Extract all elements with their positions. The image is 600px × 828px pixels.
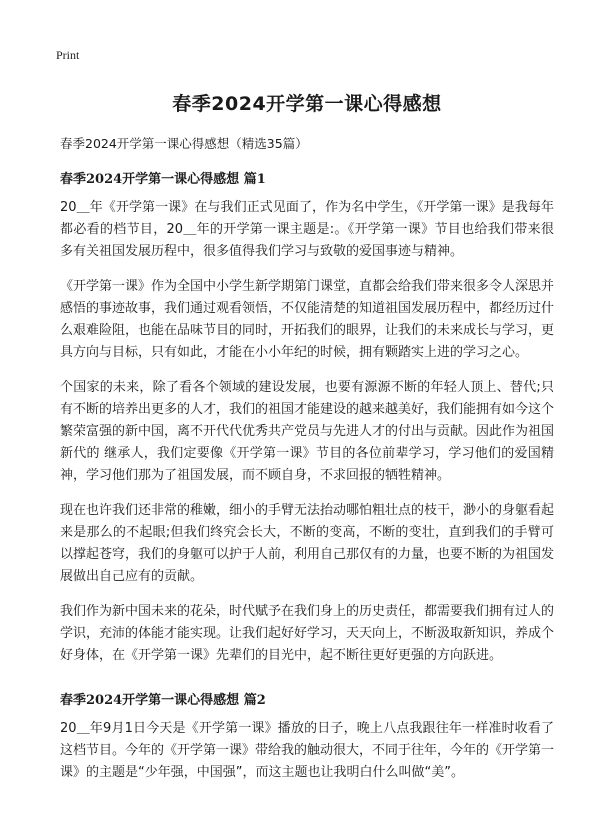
section-heading-2: 春季2024开学第一课心得感想 篇2 — [60, 693, 266, 708]
paragraph: 个国家的未来，除了看各个领域的建设发展，也要有源源不断的年轻人顶上、替代;只有不断的培养出更多的人才，我们的祖国才能建设的越来越美好，我们能拥有如今这个繁荣富强的新中国，离不开代代优秀共产党员与先进人才的付出与贡献。因此作为祖国新代的 继承人，我们定要像《开学第一课》节目的各位前辈学习，学习他们的爱国精神，学习他们那为了祖国发展，而不顾自身，不求回报的牺牲精神。 — [60, 380, 555, 483]
paragraph: 20＿年9月1日今天是《开学第一课》播放的日子，晚上八点我跟往年一样准时收看了这档节目。今年的《开学第一课》带给我的触动很大，不同于往年，今年的《开学第一课》的主题是“少年强，中国强”，而这主题也让我明白什么叫做“美”。 — [60, 721, 555, 780]
paragraph: 我们作为新中国未来的花朵，时代赋予在我们身上的历史责任，都需要我们拥有过人的学识，充沛的体能才能实现。让我们起好好学习，天天向上，不断汲取新知识，养成个好身体，在《开学第一课》先辈们的目光中，起不断往更好更强的方向跃进。 — [60, 604, 555, 663]
document-subtitle: 春季2024开学第一课心得感想（精选35篇） — [60, 136, 308, 151]
print-link[interactable]: Print — [56, 48, 80, 62]
page-title: 春季2024开学第一课心得感想 — [172, 93, 442, 115]
paragraph: 20＿年《开学第一课》在与我们正式见面了，作为名中学生，《开学第一课》是我每年都必看的档节目，20＿年的开学第一课主题是:。《开学第一课》节目也给我们带来很多有关祖国发展历程中，很多值得我们学习与致敬的爱国事迹与精神。 — [60, 200, 554, 259]
section-heading-1: 春季2024开学第一课心得感想 篇1 — [60, 172, 266, 187]
paragraph: 现在也许我们还非常的稚嫩，细小的手臂无法抬动哪怕粗壮点的枝干，渺小的身躯看起来是那么的不起眼;但我们终究会长大，不断的变高，不断的变壮，直到我们的手臂可以撑起苍穹，我们的身躯可以护于人前，利用自己那仅有的力量，也要不断的为祖国发展做出自己应有的贡献。 — [60, 503, 555, 584]
paragraph: 《开学第一课》作为全国中小学生新学期第门课堂，直都会给我们带来很多令人深思并感悟的事迹故事，我们通过观看领悟，不仅能清楚的知道祖国发展历程中，都经历过什么艰难险阻，也能在品味节目的同时，开拓我们的眼界，让我们的未来成长与学习，更具方向与目标，只有如此，才能在小小年纪的时候，拥有颗踏实上进的学习之心。 — [60, 279, 555, 360]
